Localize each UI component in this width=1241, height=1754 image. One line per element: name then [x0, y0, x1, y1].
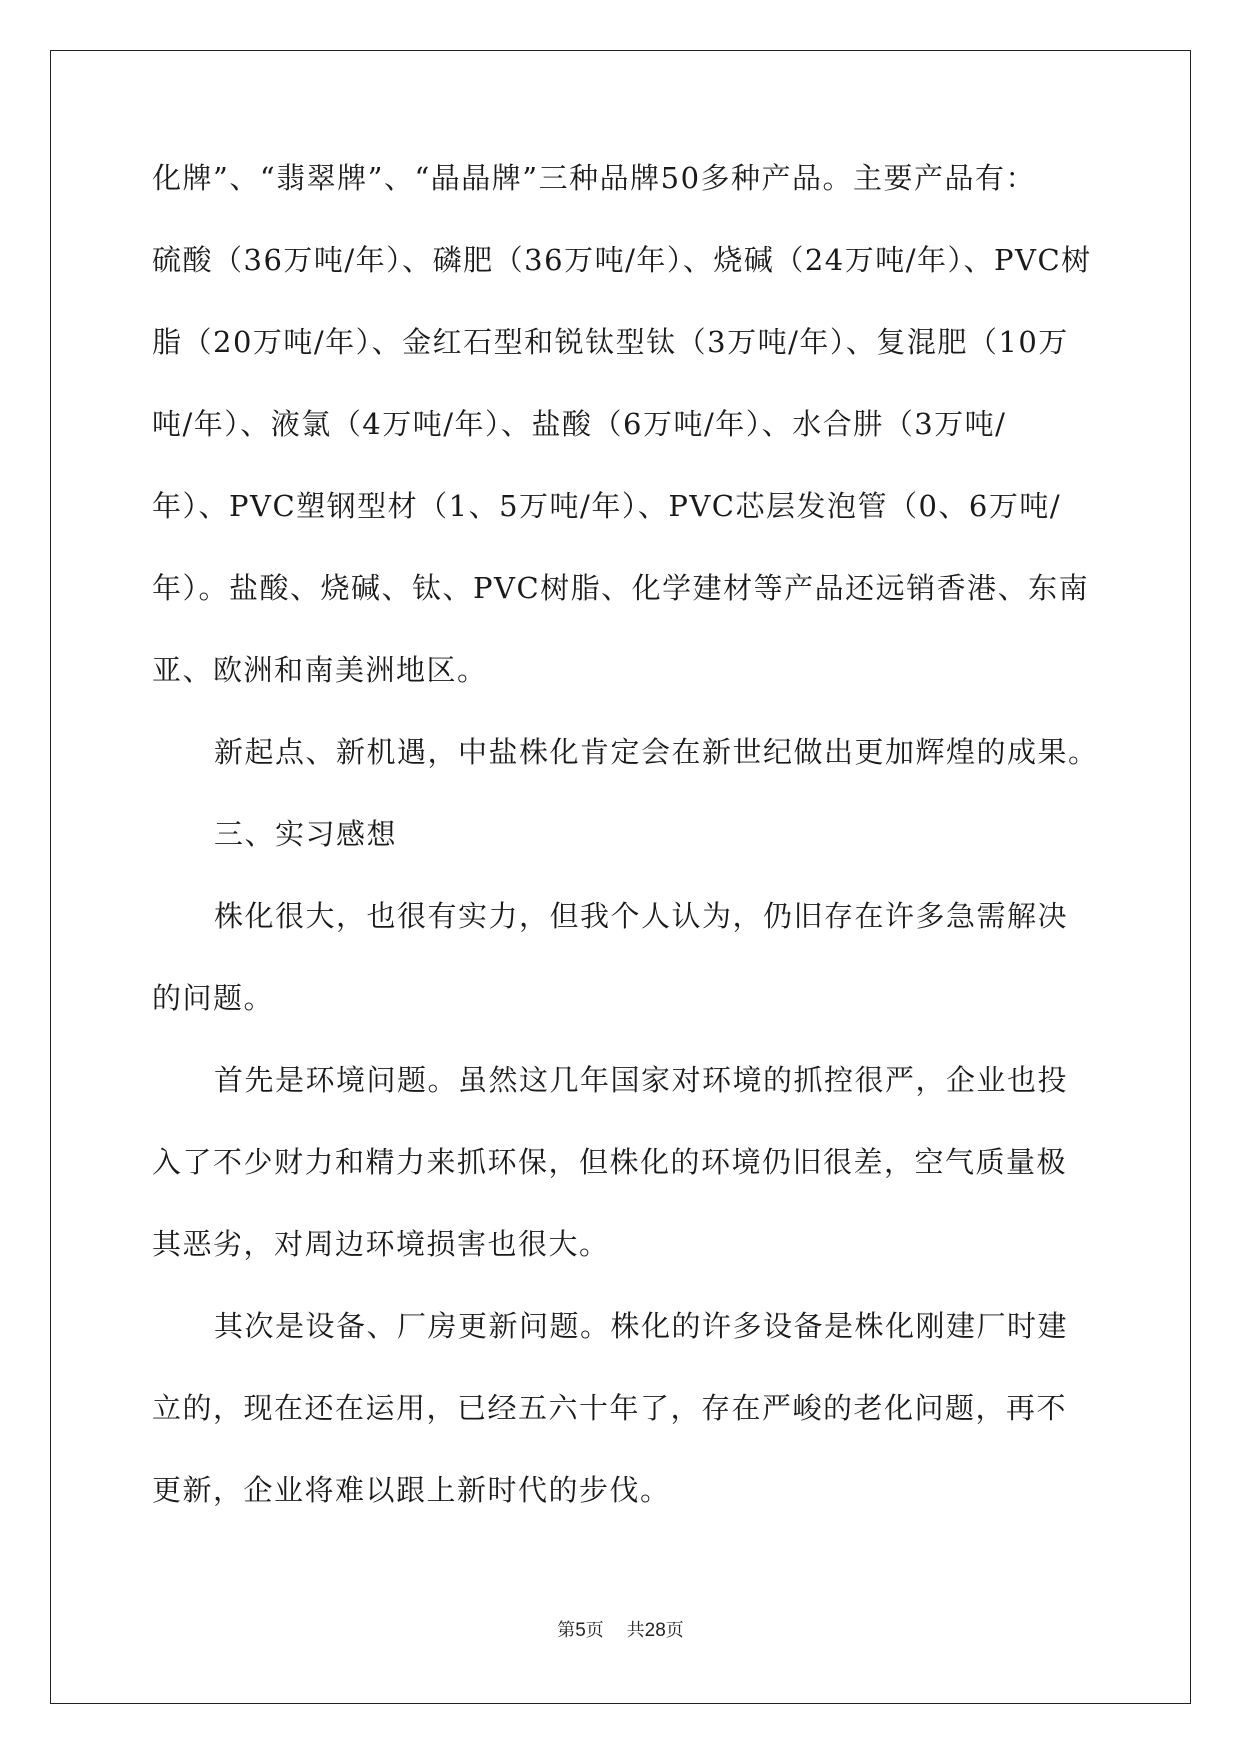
total-pages: 28 — [644, 1620, 666, 1641]
page-number: 5 — [575, 1620, 586, 1641]
text-line: 的问题。 — [152, 981, 275, 1015]
paragraph-first-line: 首先是环境问题。虽然这几年国家对环境的抓控很严，企业也投 — [214, 1063, 1069, 1097]
page-suffix: 页 — [585, 1620, 604, 1641]
text-line: 亚、欧洲和南美洲地区。 — [152, 653, 488, 687]
total-prefix: 共 — [626, 1620, 645, 1641]
page-prefix: 第 — [557, 1620, 576, 1641]
text-line: 硫酸（36万吨/年）、磷肥（36万吨/年）、烧碱（24万吨/年）、PVC树 — [152, 243, 1092, 277]
text-line: 其恶劣，对周边环境损害也很大。 — [152, 1227, 610, 1261]
text-line: 立的，现在还在运用，已经五六十年了，存在严峻的老化问题，再不 — [152, 1391, 1068, 1425]
section-heading: 三、实习感想 — [214, 817, 398, 851]
text-line: 脂（20万吨/年）、金红石型和锐钛型钛（3万吨/年）、复混肥（10万 — [152, 325, 1069, 359]
paragraph-first-line: 其次是设备、厂房更新问题。株化的许多设备是株化刚建厂时建 — [214, 1309, 1069, 1343]
page-footer — [0, 1616, 1241, 1642]
document-body — [152, 161, 1099, 1556]
paragraph-first-line: 新起点、新机遇，中盐株化肯定会在新世纪做出更加辉煌的成果。 — [214, 735, 1099, 769]
text-line: 吨/年）、液氯（4万吨/年）、盐酸（6万吨/年）、水合肼（3万吨/ — [152, 407, 1007, 441]
total-suffix: 页 — [665, 1620, 684, 1641]
text-line: 入了不少财力和精力来抓环保，但株化的环境仍旧很差，空气质量极 — [152, 1145, 1068, 1179]
text-line: 年）。盐酸、烧碱、钛、PVC树脂、化学建材等产品还远销香港、东南 — [152, 571, 1090, 605]
paragraph-first-line: 株化很大，也很有实力，但我个人认为，仍旧存在许多急需解决 — [214, 899, 1069, 933]
text-line: 化牌”、“翡翠牌”、“晶晶牌”三种品牌50多种产品。主要产品有： — [152, 161, 1037, 195]
text-line: 年）、PVC塑钢型材（1、5万吨/年）、PVC芯层发泡管（0、6万吨/ — [152, 489, 1062, 523]
text-line: 更新，企业将难以跟上新时代的步伐。 — [152, 1473, 671, 1507]
